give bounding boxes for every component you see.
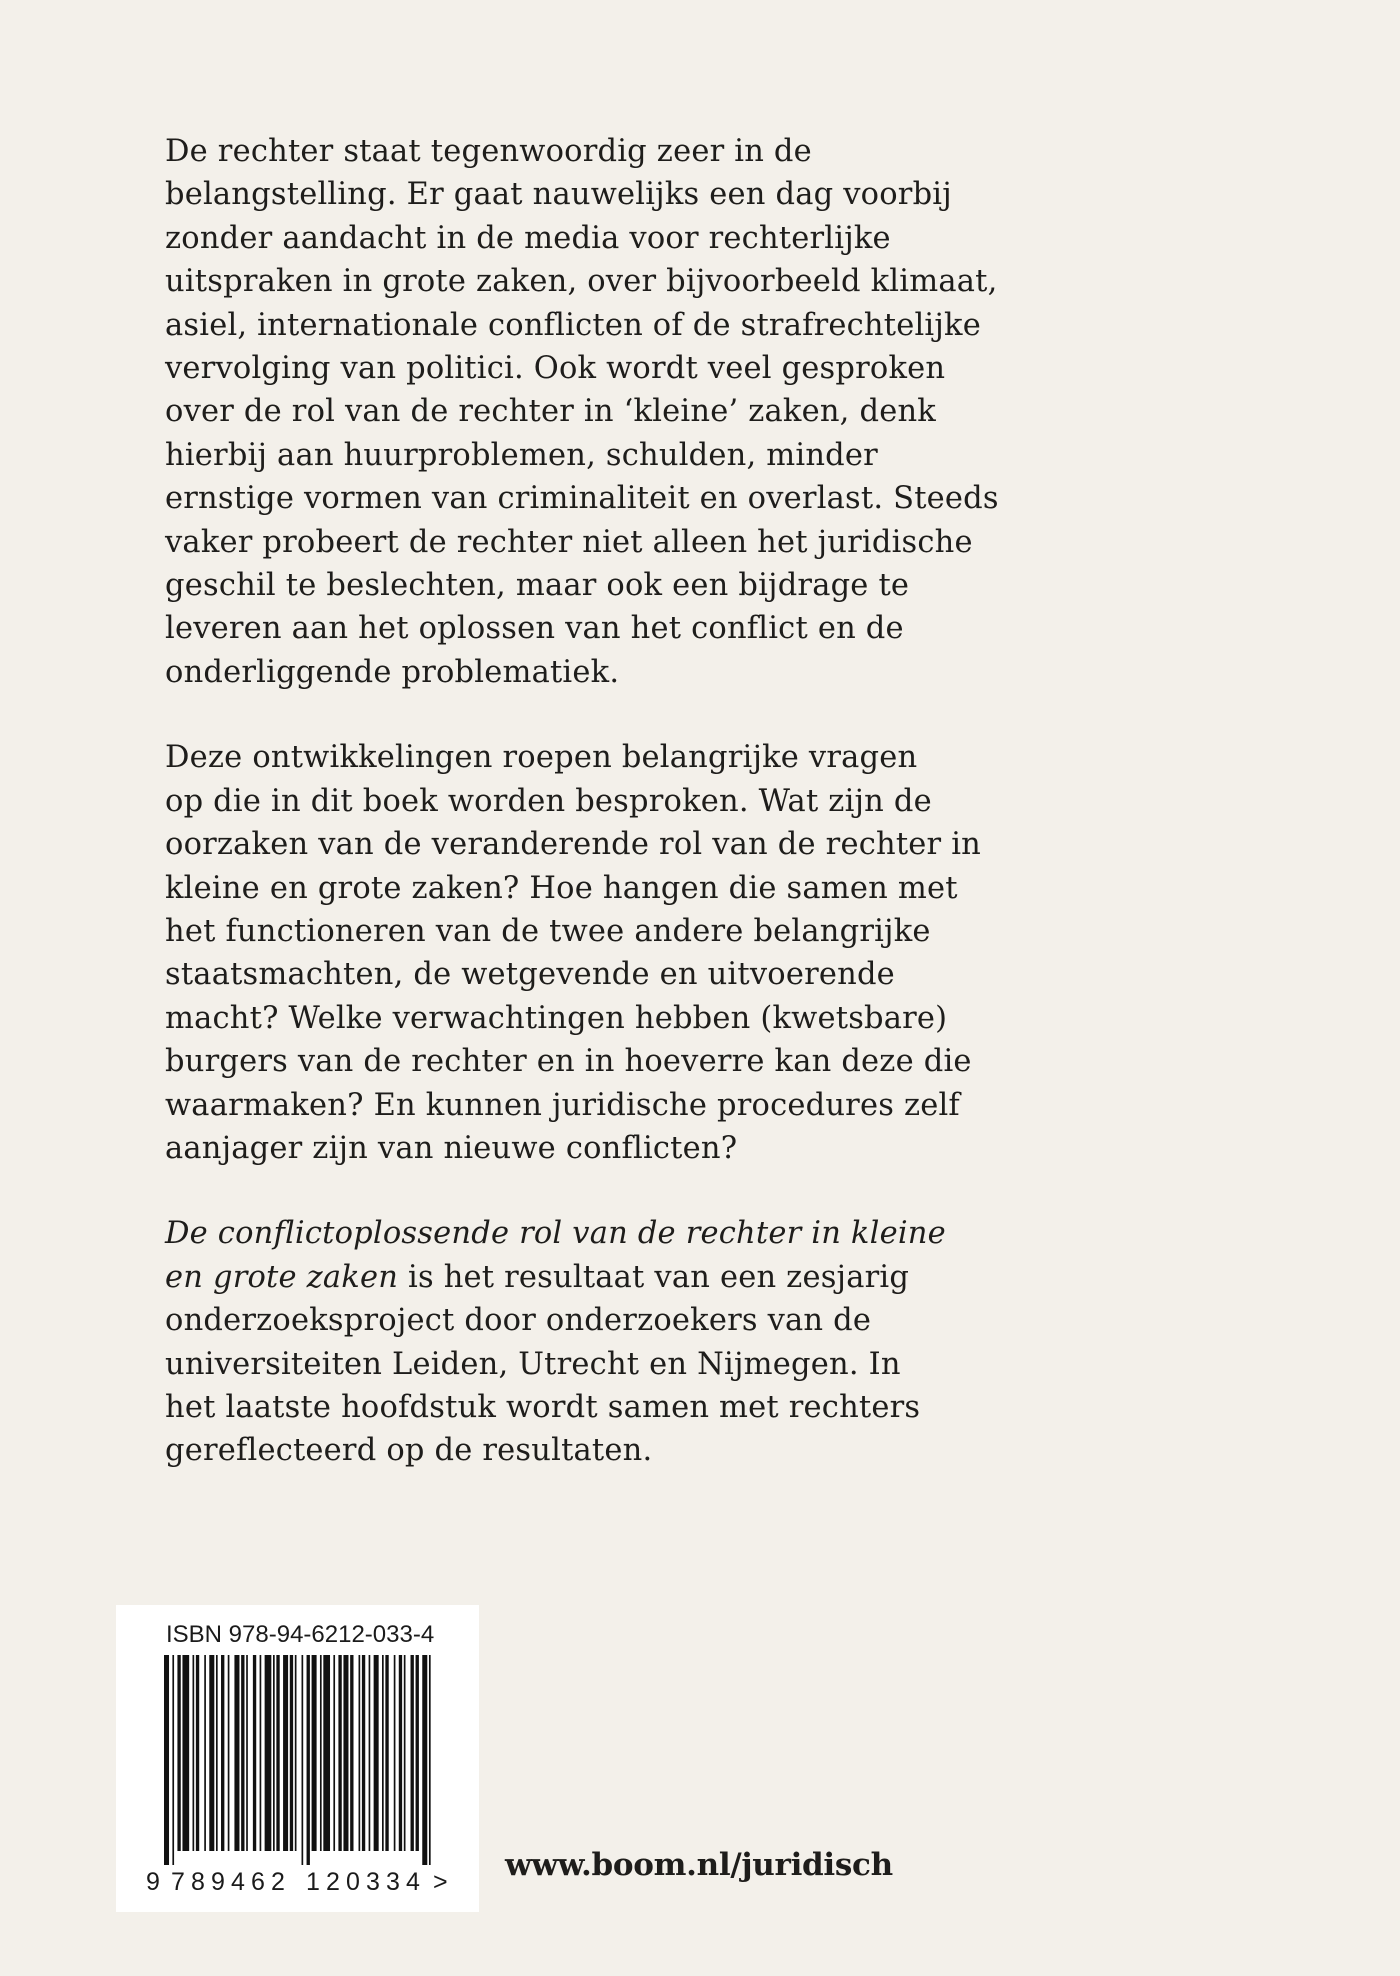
barcode-bar: [253, 1655, 256, 1851]
text-line: vervolging van politici. Ook wordt veel gesproken: [165, 351, 946, 387]
barcode-bar: [359, 1655, 361, 1851]
barcode-bar: [369, 1655, 371, 1851]
text-line: aanjager zijn van nieuwe conflicten?: [165, 1130, 738, 1166]
text-line: burgers van de rechter en in hoeverre kan deze die: [165, 1044, 972, 1080]
barcode-bar: [362, 1655, 365, 1851]
text-line: asiel, internationale conflicten of de strafrechtelijke: [165, 307, 981, 343]
barcode-bar: [411, 1655, 414, 1851]
barcode-digit: 2: [326, 1868, 340, 1896]
barcode-bar: [350, 1655, 353, 1851]
barcode-bar: [283, 1655, 288, 1851]
text-line: ernstige vormen van criminaliteit en overlast. Steeds: [165, 481, 999, 517]
text-fragment: is het resultaat van een zesjarig: [398, 1259, 910, 1295]
text-line: onderliggende problematiek.: [165, 654, 620, 690]
barcode-bar: [295, 1655, 297, 1851]
barcode-digit: 2: [271, 1868, 285, 1896]
barcode-bar: [246, 1655, 248, 1851]
barcode-bar: [429, 1655, 431, 1865]
paragraph-3: [165, 1212, 1045, 1472]
barcode-bar: [320, 1655, 322, 1851]
book-title-continued: en grote zaken: [165, 1259, 399, 1295]
text-line: oorzaken van de veranderende rol van de rechter in: [165, 827, 982, 863]
barcode-bar: [385, 1655, 388, 1851]
barcode-digit: >: [433, 1868, 448, 1896]
barcode-bar: [338, 1655, 341, 1851]
barcode-bar: [307, 1655, 310, 1865]
text-line: vaker probeert de rechter niet alleen het juridische: [165, 524, 973, 560]
book-title-line: De conflictoplossende rol van de rechter in kleine: [165, 1216, 946, 1252]
text-line: over de rol van de rechter in ‘kleine’ zaken, denk: [165, 394, 936, 430]
text-line: staatsmachten, de wetgevende en uitvoerende: [165, 957, 895, 993]
text-line: waarmaken? En kunnen juridische procedures zelf: [165, 1087, 960, 1123]
barcode-bar: [177, 1655, 180, 1851]
text-line: hierbij aan huurproblemen, schulden, minder: [165, 437, 878, 473]
barcode-bar: [276, 1655, 279, 1851]
barcode-bar: [204, 1655, 206, 1851]
barcode-bar: [374, 1655, 379, 1851]
paragraph-1: [165, 130, 1045, 694]
text-line: geschil te beslechten, maar ook een bijdrage te: [165, 568, 910, 604]
barcode-digits: [146, 1867, 446, 1897]
barcode-bar: [209, 1655, 214, 1851]
barcode-icon: [164, 1655, 434, 1865]
text-line: onderzoeksproject door onderzoekers van de: [165, 1303, 872, 1339]
barcode-digit: 9: [211, 1868, 225, 1896]
barcode-bar: [193, 1655, 195, 1851]
text-line: zonder aandacht in de media voor rechterlijke: [165, 220, 891, 256]
barcode-bar: [302, 1655, 304, 1865]
barcode-bar: [221, 1655, 224, 1851]
barcode-digit: 3: [366, 1868, 380, 1896]
isbn-number: ISBN 978-94-6212-033-4: [166, 1621, 435, 1648]
barcode-bar: [323, 1655, 330, 1851]
text-line: belangstelling. Er gaat nauwelijks een dag voorbij: [165, 177, 952, 213]
barcode-label: [116, 1605, 479, 1912]
barcode-digit: 4: [406, 1868, 420, 1896]
barcode-bar: [382, 1655, 384, 1851]
barcode-bar: [394, 1655, 396, 1851]
barcode-digit: 6: [251, 1868, 265, 1896]
barcode-bar: [196, 1655, 199, 1851]
barcode-digit: 4: [231, 1868, 245, 1896]
text-line: leveren aan het oplossen van het conflict en de: [165, 611, 904, 647]
barcode-bar: [404, 1655, 406, 1851]
text-line: op die in dit boek worden besproken. Wat zijn de: [165, 783, 932, 819]
text-line: uitspraken in grote zaken, over bijvoorbeeld klimaat,: [165, 264, 998, 300]
barcode-bar: [228, 1655, 230, 1851]
barcode-bar: [265, 1655, 272, 1851]
text-line: gereflecteerd op de resultaten.: [165, 1433, 653, 1469]
barcode-digit: 3: [386, 1868, 400, 1896]
barcode-bar: [273, 1655, 275, 1851]
text-line: kleine en grote zaken? Hoe hangen die samen met: [165, 870, 958, 906]
barcode-digit: 9: [146, 1868, 160, 1896]
barcode-bar: [290, 1655, 293, 1851]
barcode-bar: [333, 1655, 335, 1851]
barcode-bar: [422, 1655, 427, 1865]
text-line: universiteiten Leiden, Utrecht en Nijmegen. In: [165, 1346, 901, 1382]
back-cover-text: [165, 130, 1045, 1515]
barcode-digit: 7: [171, 1868, 185, 1896]
text-line: De rechter staat tegenwoordig zeer in de: [165, 134, 812, 169]
barcode-bar: [164, 1655, 169, 1865]
text-line: het functioneren van de twee andere belangrijke: [165, 913, 931, 949]
barcode-digit: 8: [191, 1868, 205, 1896]
paragraph-2: [165, 736, 1045, 1170]
barcode-bar: [241, 1655, 244, 1851]
barcode-bar: [260, 1655, 262, 1851]
barcode-bar: [216, 1655, 218, 1851]
barcode-bar: [172, 1655, 174, 1865]
barcode-digit: 0: [346, 1868, 360, 1896]
barcode-bar: [416, 1655, 419, 1851]
barcode-bar: [234, 1655, 239, 1851]
barcode-bar: [312, 1655, 317, 1851]
publisher-website[interactable]: www.boom.nl/juridisch: [505, 1847, 893, 1883]
barcode-digit: 1: [306, 1868, 320, 1896]
text-line: macht? Welke verwachtingen hebben (kwetsbare): [165, 1000, 948, 1036]
barcode-bar: [399, 1655, 402, 1851]
text-line: Deze ontwikkelingen roepen belangrijke vragen: [165, 740, 918, 776]
text-line: [165, 1256, 1045, 1299]
barcode-bar: [343, 1655, 348, 1851]
barcode-bar: [182, 1655, 189, 1851]
text-line: het laatste hoofdstuk wordt samen met rechters: [165, 1389, 921, 1425]
